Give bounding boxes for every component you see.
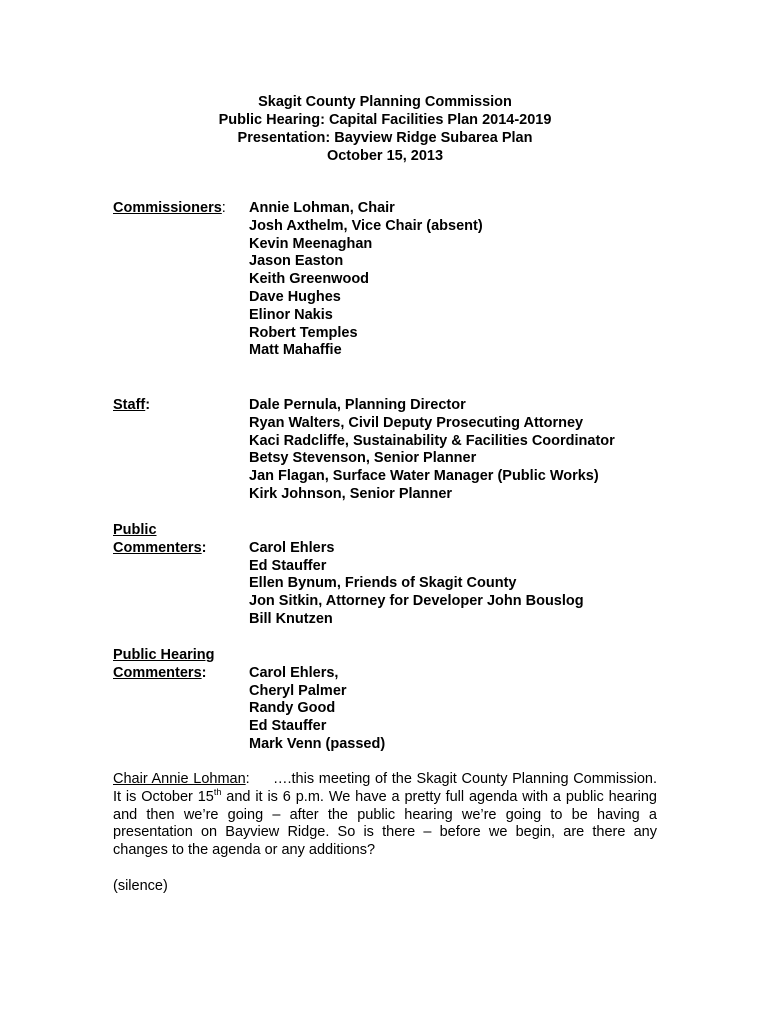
public-commenters-label: Public Commenters: (113, 522, 207, 556)
list-item: Jason Easton (249, 253, 344, 270)
ordinal-suffix: th (213, 786, 222, 797)
list-item: Cheryl Palmer (249, 682, 347, 699)
staff-label: Staff: (113, 397, 151, 413)
commissioners-list (249, 200, 689, 360)
list-item: Kirk Johnson, Senior Planner (249, 485, 453, 502)
list-item: Mark Venn (passed) (249, 735, 386, 752)
list-item: Jan Flagan, Surface Water Manager (Public Works) (249, 468, 599, 485)
list-item: Ryan Walters, Civil Deputy Prosecuting Attorney (249, 414, 584, 431)
header-date: October 15, 2013 (326, 148, 444, 164)
header-title: Skagit County Planning Commission (258, 94, 512, 110)
list-item: Jon Sitkin, Attorney for Developer John Bouslog (249, 593, 584, 610)
list-item: Keith Greenwood (249, 271, 370, 288)
header-presentation: Presentation: Bayview Ridge Subarea Plan (237, 130, 533, 146)
list-item: Kevin Meenaghan (249, 235, 373, 252)
list-item: Betsy Stevenson, Senior Planner (249, 450, 477, 467)
transcript-text-start: ….this meeting of the Skagit County Planning Commission. It is October 15 (113, 771, 657, 805)
hearing-commenters-label: Public Hearing Commenters: (113, 647, 215, 681)
transcript-text-end: and it is 6 p.m. We have a pretty full agenda with a public hearing and then we’re going – after the public hearing we’re going to be having a presentation on Bayview Ridge. So is there – before we begin, are there any changes to the agenda or any additions? (113, 788, 657, 859)
list-item: Carol Ehlers (249, 539, 335, 556)
speaker-name: Chair Annie Lohman (113, 771, 246, 787)
header-hearing: Public Hearing: Capital Facilities Plan 2014-2019 (218, 112, 552, 128)
list-item: Ed Stauffer (249, 718, 327, 735)
public-commenters-list (249, 540, 689, 629)
list-item: Ellen Bynum, Friends of Skagit County (249, 575, 517, 592)
list-item: Carol Ehlers, (249, 664, 339, 681)
list-item: Elinor Nakis (249, 306, 333, 323)
list-item: Annie Lohman, Chair (249, 200, 395, 216)
list-item: Ed Stauffer (249, 557, 327, 574)
speaker-colon: : (245, 771, 250, 787)
list-item: Matt Mahaffie (249, 342, 342, 359)
commissioners-label: Commissioners: (113, 200, 226, 216)
list-item: Josh Axthelm, Vice Chair (absent) (249, 217, 483, 234)
list-item: Bill Knutzen (249, 610, 333, 627)
list-item: Kaci Radcliffe, Sustainability & Facilities Coordinator (249, 432, 615, 449)
staff-list (249, 397, 689, 504)
list-item: Robert Temples (249, 324, 358, 341)
silence-note: (silence) (113, 878, 168, 894)
list-item: Dave Hughes (249, 288, 341, 305)
hearing-commenters-list (249, 665, 689, 754)
list-item: Dale Pernula, Planning Director (249, 397, 466, 413)
document-header (0, 93, 770, 165)
list-item: Randy Good (249, 700, 336, 717)
transcript-paragraph (113, 771, 657, 860)
